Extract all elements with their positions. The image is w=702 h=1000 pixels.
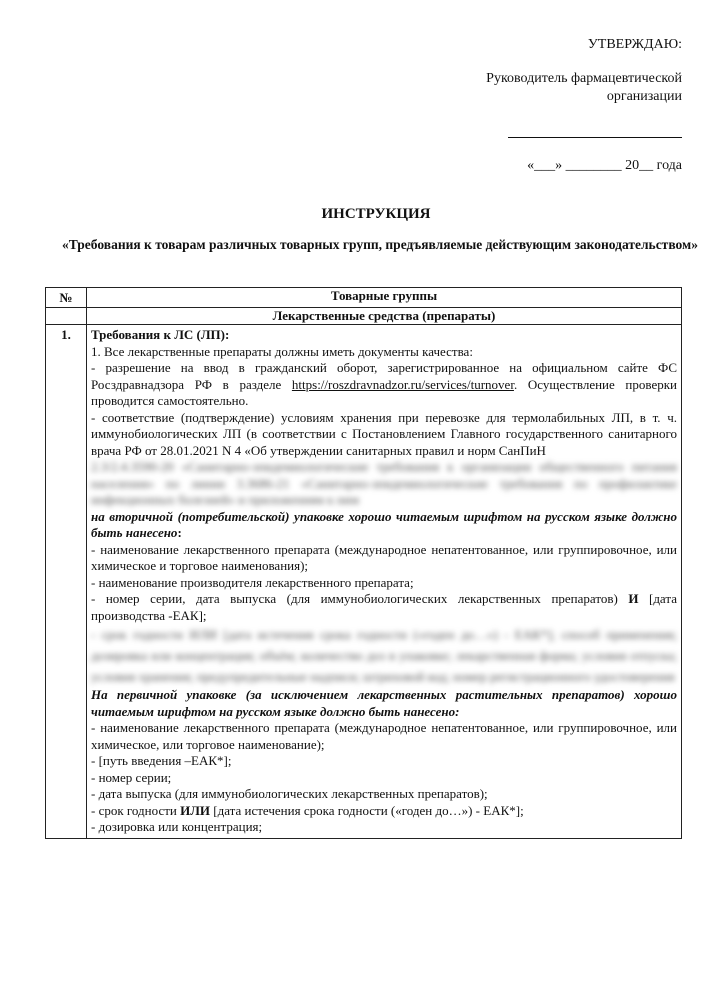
blurred-paragraph-2: - срок годности ИЛИ [дата истечения срока годности («годен до…») - ЕАК*]; способ применения; дозировка или концентрация; объём; количество доз в упаковке; лекарственная форма; условия отпуска; условия хранения; предупредительные надписи; штриховой код; номер регистрационного удостоверения	[91, 627, 677, 684]
table-header-row	[46, 288, 682, 308]
list-item	[91, 591, 677, 624]
approval-date-line: «___» ________ 20__ года	[527, 158, 682, 173]
shelf-life-text: - срок годности	[91, 802, 181, 818]
secondary-packaging-heading: на вторичной (потребительской) упаковке хорошо читаемым шрифтом на русском языке должно быть нанесено:	[91, 508, 677, 540]
signature-line	[508, 137, 682, 138]
column-header-groups: Товарные группы	[87, 288, 682, 308]
column-header-number: №	[46, 288, 87, 308]
table-row	[46, 325, 682, 839]
shelf-life-text-end: [дата истечения срока годности («годен до…») - ЕАК*];	[210, 802, 524, 818]
list-item: - дозировка или концентрация;	[91, 819, 263, 834]
paragraph-permit	[91, 360, 677, 410]
approval-role-line1: Руководитель фармацевтической	[486, 71, 682, 86]
permit-text: - разрешение на ввод в гражданский оборот, зарегистрированное на официальном сайте ФС Росздравнадзора РФ в разделе	[91, 360, 677, 392]
primary-packaging-heading: На первичной упаковке (за исключением лекарственных растительных препаратов) хорошо читаемым шрифтом на русском языке должно быть нанесено:	[91, 687, 677, 719]
requirements-cell	[87, 325, 682, 839]
list-item	[91, 803, 677, 820]
section-title: Лекарственные средства (препараты)	[87, 307, 682, 325]
paragraph-storage: - соответствие (подтверждение) условиям хранения при перевозке для термолабильных ЛП, в т. ч. иммунобиологических ЛП (в соответствии с Постановлением Главного государственного санитарного врача РФ от 28.01.2021 N 4 «Об утверждении санитарных правил и норм СанПиН	[91, 409, 677, 458]
approval-heading: УТВЕРЖДАЮ:	[587, 37, 682, 52]
series-text-end: [дата производства -ЕАК];	[91, 591, 677, 623]
requirements-title: Требования к ЛС (ЛП):	[91, 327, 230, 342]
approval-role	[486, 70, 682, 106]
permit-text-end: . Осуществление проверки проводится самостоятельно.	[91, 376, 677, 408]
list-item: - дата выпуска (для иммунобиологических лекарственных препаратов);	[91, 786, 488, 801]
list-item: - наименование производителя лекарственного препарата;	[91, 574, 414, 590]
section-number-cell	[46, 307, 87, 325]
roszdravnadzor-link[interactable]: https://roszdravnadzor.ru/services/turnover	[291, 376, 514, 392]
or-emphasis: ИЛИ	[180, 802, 211, 818]
secondary-heading-text: на вторичной (потребительской) упаковке хорошо читаемым шрифтом на русском языке должно быть нанесено	[91, 508, 677, 540]
list-item: - наименование лекарственного препарата (международное непатентованное, или группировочное, или химическое, или торговое наименование);	[91, 720, 677, 752]
document-title: ИНСТРУКЦИЯ	[321, 206, 431, 222]
list-item: - [путь введения –ЕАК*];	[91, 753, 232, 768]
list-item: - наименование лекарственного препарата (международное непатентованное, или группировочное, или химическое и торговое наименования);	[91, 541, 677, 573]
series-text: - номер серии, дата выпуска (для иммунобиологических лекарственных препаратов)	[91, 591, 629, 606]
paragraph-quality-docs: 1. Все лекарственные препараты должны иметь документы качества:	[91, 343, 473, 359]
and-emphasis: И	[628, 591, 639, 606]
document-subtitle: «Требования к товарам различных товарных групп, предъявляемые действующим законодательством»	[62, 237, 698, 252]
section-row	[46, 307, 682, 325]
requirements-table	[45, 287, 682, 839]
list-item: - номер серии;	[91, 769, 172, 785]
approval-role-line2: организации	[606, 89, 682, 104]
blurred-paragraph-1: 2.3/2.4.3590-20 «Санитарно-эпидемиологические требования к организации общественного питания населения» по линии 3.3686-21 «Санитарно-эпидемиологические требования по профилактике инфекционных болезней» и приложениям к ним	[91, 459, 677, 507]
row-number: 1.	[46, 325, 87, 839]
